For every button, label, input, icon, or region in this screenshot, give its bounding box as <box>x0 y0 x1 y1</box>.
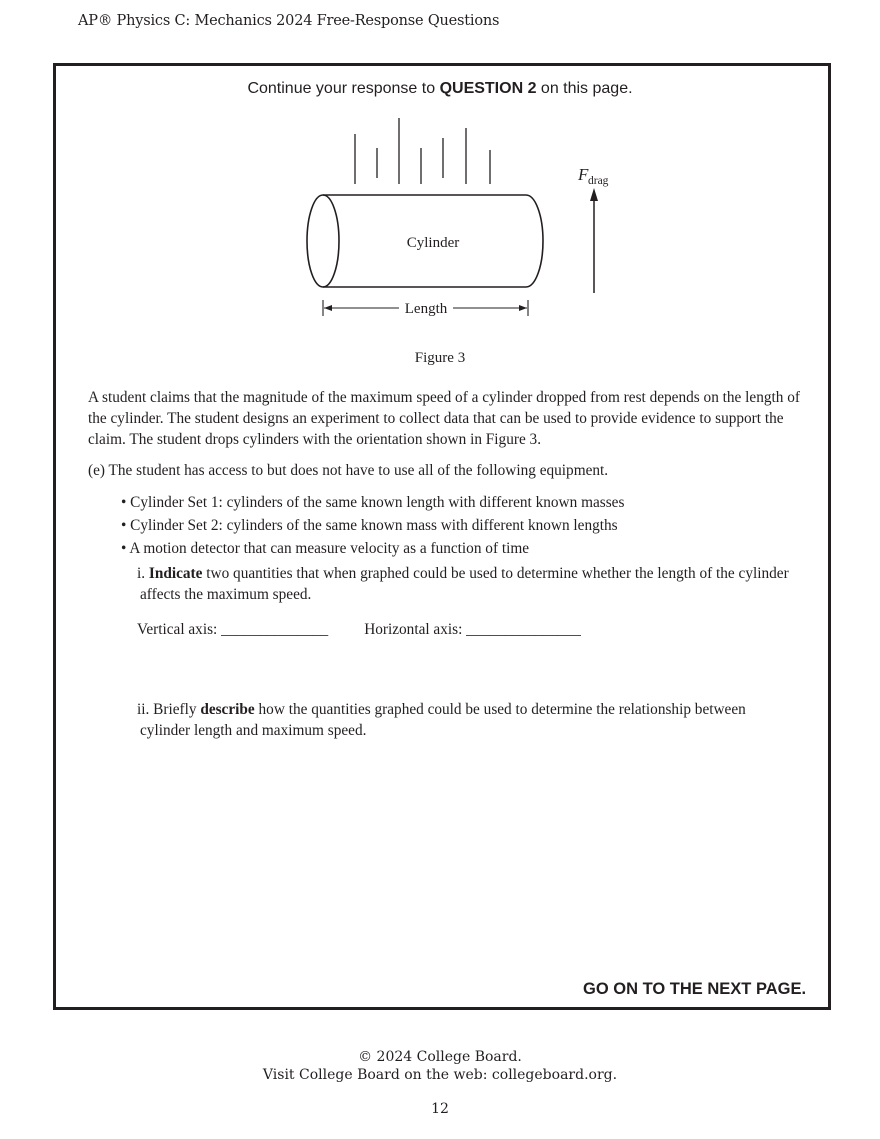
equipment-item: • Cylinder Set 1: cylinders of the same known length with different known masses <box>121 494 625 511</box>
footer-visit: Visit College Board on the web: collegeboard.org. <box>262 1067 618 1083</box>
footer-copyright: © 2024 College Board. <box>358 1049 522 1065</box>
drag-arrow-head <box>590 188 598 201</box>
cylinder-far-end <box>526 195 543 287</box>
drag-force-symbol: F <box>578 165 589 184</box>
sub-ii-cont: cylinder length and maximum speed. <box>140 722 367 739</box>
go-on-notice: GO ON TO THE NEXT PAGE. <box>583 980 807 998</box>
figure-caption: Figure 3 <box>414 350 466 366</box>
airflow-lines <box>355 118 490 184</box>
sub-ii-prefix: ii. Briefly <box>137 701 201 718</box>
horizontal-axis-field[interactable]: Horizontal axis: _______________ <box>364 621 581 638</box>
equipment-list <box>121 492 821 561</box>
sub-question-ii <box>137 699 817 741</box>
vertical-axis-field[interactable]: Vertical axis: ______________ <box>137 621 329 638</box>
figure-3-diagram <box>296 112 616 352</box>
length-arrowhead-left <box>324 305 332 311</box>
continue-prefix: Continue your response to <box>247 80 440 97</box>
continue-question: QUESTION 2 <box>439 80 537 97</box>
page-header-title: AP® Physics C: Mechanics 2024 Free-Response Questions <box>78 13 500 29</box>
axes-answer-lines <box>137 619 817 640</box>
drag-force-subscript: drag <box>588 175 609 187</box>
sub-i-cont: affects the maximum speed. <box>140 586 312 603</box>
length-arrowhead-right <box>519 305 527 311</box>
cylinder-end <box>307 195 339 287</box>
intro-paragraph: A student claims that the magnitude of the maximum speed of a cylinder dropped from rest depends on the length of the cylinder. The student designs an experiment to collect data that can be used to provide evidence to support the claim. The student drops cylinders with the orientation shown in Figure 3. <box>88 389 800 448</box>
length-label: Length <box>404 301 448 317</box>
sub-i-bold: Indicate <box>148 565 203 582</box>
drag-force-arrow <box>590 188 598 293</box>
continue-suffix: on this page. <box>536 80 633 97</box>
cylinder-label: Cylinder <box>406 235 460 251</box>
continue-note <box>0 80 880 98</box>
page-number: 12 <box>431 1101 449 1117</box>
equipment-item: • A motion detector that can measure velocity as a function of time <box>121 540 530 557</box>
sub-question-i <box>137 563 817 605</box>
sub-ii-bold: describe <box>200 701 255 718</box>
equipment-item: • Cylinder Set 2: cylinders of the same known mass with different known lengths <box>121 517 618 534</box>
part-e-prompt: (e) The student has access to but does not have to use all of the following equipment. <box>88 462 609 479</box>
sub-i-rest: two quantities that when graphed could be used to determine whether the length of the cylinder <box>202 565 789 582</box>
sub-i-prefix: i. <box>137 565 149 582</box>
sub-ii-rest: how the quantities graphed could be used to determine the relationship between <box>254 701 746 718</box>
